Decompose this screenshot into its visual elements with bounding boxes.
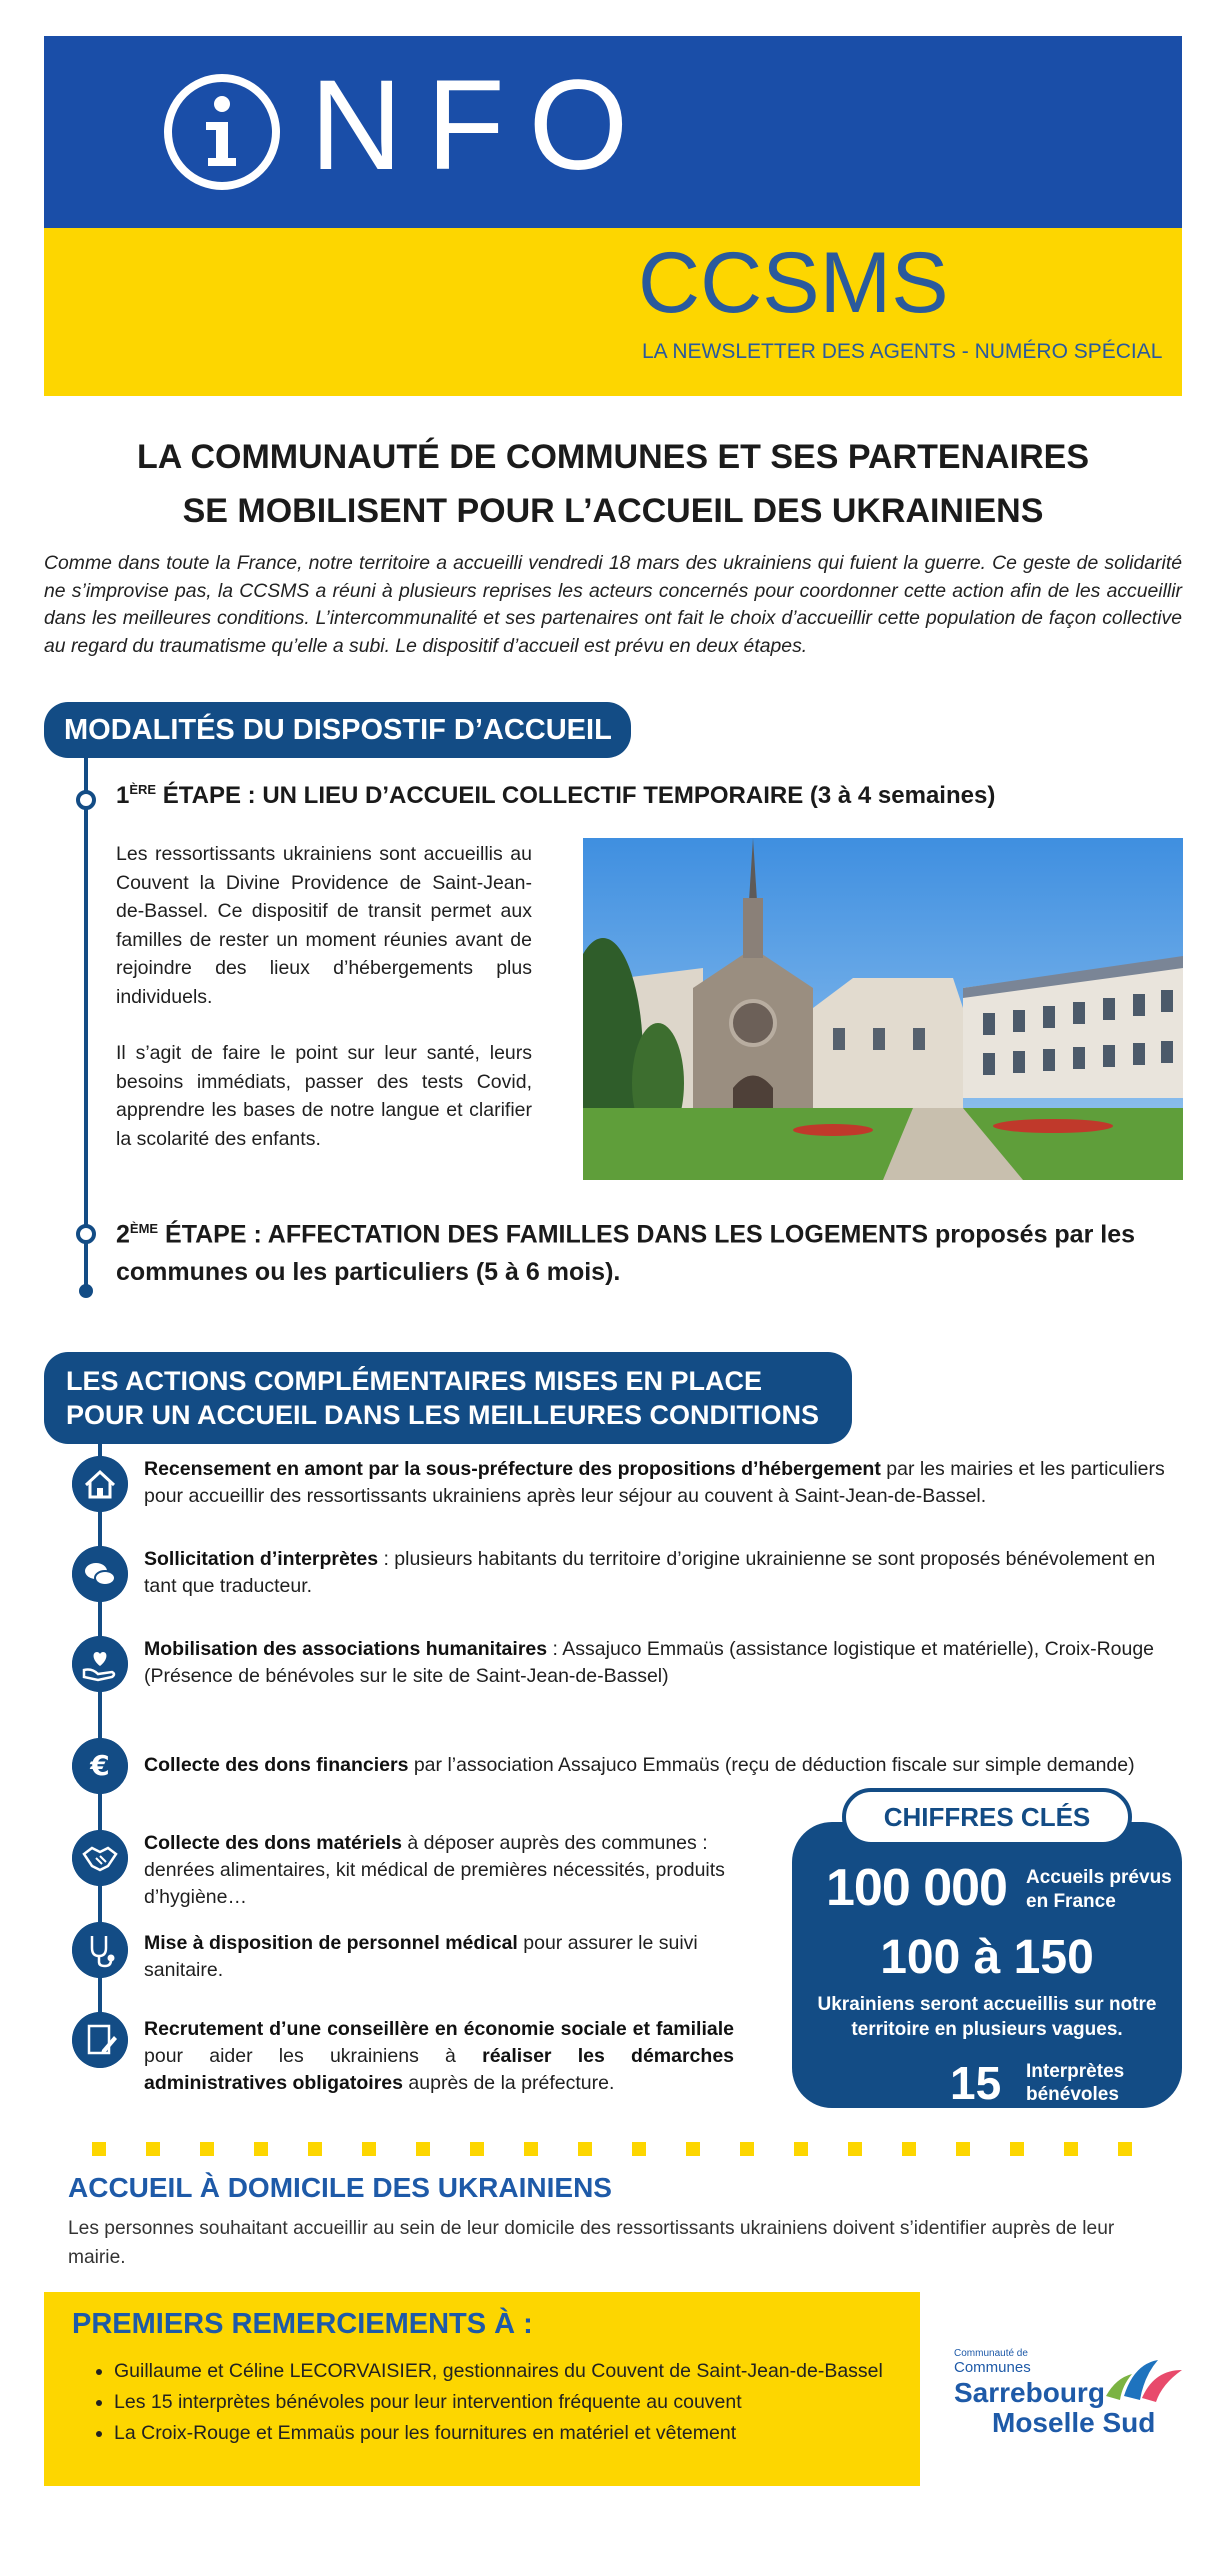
section-modalites-heading: MODALITÉS DU DISPOSTIF D’ACCUEIL (44, 702, 631, 758)
step1-paragraph-2: Il s’agit de faire le point sur leur santé, leurs besoins immédiats, passer des tests Covid, apprendre les bases de notre langue et clarifier la scolarité des enfants. (116, 1042, 532, 1150)
logo-line-3: Sarrebourg (954, 2377, 1105, 2408)
sarrebourg-logo (946, 2340, 1186, 2450)
house-icon (72, 1456, 128, 1512)
action-3-bold: Mobilisation des associations humanitaires (144, 1638, 548, 1660)
figure-15-label-b: bénévoles (1026, 2084, 1119, 2105)
title-line-2: SE MOBILISENT POUR L’ACCUEIL DES UKRAINIENS (182, 492, 1044, 530)
action-1-bold: Recensement en amont par la sous-préfecture des propositions d’hébergement (144, 1458, 881, 1480)
action-7-bold-2: réaliser les démarches administratives obligatoires (144, 2045, 735, 2094)
info-wordmark: NFO (310, 54, 653, 197)
action-item-7 (144, 2016, 734, 2097)
figure-15: 15 (950, 2057, 1002, 2109)
timeline-end-dot (79, 1284, 93, 1298)
handshake-icon (72, 1830, 128, 1886)
step2-ordinal: ÈME (129, 1221, 159, 1236)
header-yellow-band (44, 228, 1182, 396)
figure-100-150-label (792, 1992, 1182, 2042)
step1-body (116, 840, 532, 1181)
heart-hand-icon (72, 1636, 128, 1692)
step1-number: 1 (116, 782, 130, 809)
action-item-2 (144, 1546, 1184, 1600)
figure-100-150-label-b: territoire en plusieurs vagues. (851, 2019, 1123, 2040)
euro-icon (72, 1738, 128, 1794)
action-2-text: : plusieurs habitants du territoire d’origine ukrainienne se sont proposés bénévolement en tant que traducteur. (144, 1548, 1156, 1597)
action-7-text-2: auprès de la préfecture. (403, 2072, 615, 2094)
action-item-4 (144, 1752, 1184, 1779)
figure-100-150-label-a: Ukrainiens seront accueillis sur notre (817, 1994, 1157, 2015)
figure-100000-label-b: en France (1026, 1891, 1116, 1912)
list-item: • La Croix-Rouge et Emmaüs pour les fournitures en matériel et vêtement (114, 2418, 934, 2449)
section-actions-heading (44, 1352, 852, 1444)
action-item-1 (144, 1456, 1184, 1510)
actions-heading-line-1: LES ACTIONS COMPLÉMENTAIRES MISES EN PLACE (66, 1366, 763, 1396)
step2-heading (116, 1210, 1176, 1291)
timeline-line (84, 758, 88, 1288)
timeline-node-step2 (76, 1224, 96, 1244)
intro-paragraph: Comme dans toute la France, notre territoire a accueilli vendredi 18 mars des ukrainiens qui fuient la guerre. Ce geste de solidarité ne s’improvise pas, la CCSMS a réuni à plusieurs reprises les acteurs concernés pour coordonner cette action afin de les accueillir dans les meilleures conditions. L’intercommunalité et ses partenaires ont fait le choix d’accueillir cette population de façon collective au regard du traumatisme qu’elle a subi. Le dispositif d’accueil est prévu en deux étapes. (44, 552, 1182, 657)
figure-100000-label-a: Accueils prévus (1026, 1867, 1172, 1888)
convent-photo (583, 838, 1183, 1180)
step2-title: ÉTAPE : AFFECTATION DES FAMILLES DANS LES LOGEMENTS proposés par les communes ou les particuliers (5 à 6 mois). (116, 1220, 1136, 1287)
logo-line-1: Communauté de (954, 2348, 1028, 2359)
step1-ordinal: ÈRE (129, 782, 157, 797)
logo-line-4: Moselle Sud (992, 2407, 1156, 2438)
figure-15-label (1026, 2060, 1124, 2106)
timeline-node-step1 (76, 790, 96, 810)
key-figures-title: CHIFFRES CLÉS (842, 1788, 1132, 1846)
step2-number: 2 (116, 1220, 130, 1249)
action-item-6 (144, 1930, 734, 1984)
action-5-text: à déposer auprès des communes : denrées alimentaires, kit médical de premières nécessités, produits d’hygiène… (144, 1832, 725, 1908)
svg-text:€: € (90, 1749, 110, 1782)
figure-100000-label (1026, 1866, 1172, 1914)
list-item: • Guillaume et Céline LECORVAISIER, gestionnaires du Couvent de Saint-Jean-de-Bassel (114, 2356, 934, 2387)
chat-icon (72, 1546, 128, 1602)
action-7-text: pour aider les ukrainiens à (144, 2045, 483, 2067)
action-6-bold: Mise à disposition de personnel médical (144, 1932, 518, 1954)
page-title (44, 430, 1182, 538)
step1-paragraph-1: Les ressortissants ukrainiens sont accueillis au Couvent la Divine Providence de Saint-Jean-de-Bassel. Ce dispositif de transit permet aux familles de rester un moment réunies avant de rejoindre des lieux d’hébergements plus individuels. (116, 843, 532, 1008)
step1-title: ÉTAPE : UN LIEU D’ACCUEIL COLLECTIF TEMPORAIRE (3 à 4 semaines) (156, 782, 996, 809)
step1-heading (116, 782, 995, 810)
action-3-text: : Assajuco Emmaüs (assistance logistique et matérielle), Croix-Rouge (Présence de bénévoles sur le site de Saint-Jean-de-Bassel) (144, 1638, 1155, 1687)
action-2-bold: Sollicitation d’interprètes (144, 1548, 379, 1570)
brand-title: CCSMS (638, 235, 949, 331)
actions-heading-line-2: POUR UN ACCUEIL DANS LES MEILLEURES CONDITIONS (66, 1400, 820, 1430)
action-item-5 (144, 1830, 734, 1911)
action-6-text: pour assurer le suivi sanitaire. (144, 1932, 698, 1981)
thanks-list (92, 2356, 934, 2449)
action-4-text: par l’association Assajuco Emmaüs (reçu de déduction fiscale sur simple demande) (408, 1754, 1135, 1776)
figure-100000: 100 000 (826, 1859, 1007, 1917)
thanks-title: PREMIERS REMERCIEMENTS À : (72, 2308, 533, 2340)
action-5-bold: Collecte des dons matériels (144, 1832, 402, 1854)
home-hosting-title: ACCUEIL À DOMICILE DES UKRAINIENS (68, 2172, 612, 2203)
stethoscope-icon (72, 1922, 128, 1978)
figure-100-150: 100 à 150 (880, 1931, 1094, 1984)
document-pen-icon (72, 2012, 128, 2068)
action-1-text: par les mairies et les particuliers pour accueillir des ressortissants ukrainiens après leur séjour au couvent à Saint-Jean-de-Bassel. (144, 1458, 1165, 1507)
info-icon (162, 72, 282, 192)
newsletter-subtitle: LA NEWSLETTER DES AGENTS - NUMÉRO SPÉCIAL (642, 340, 1163, 363)
dotted-separator (92, 2142, 1132, 2156)
action-item-3 (144, 1636, 1184, 1690)
logo-line-2: Communes (954, 2359, 1031, 2376)
figure-15-label-a: Interprètes (1026, 2061, 1125, 2082)
title-line-1: LA COMMUNAUTÉ DE COMMUNES ET SES PARTENAIRES (136, 438, 1090, 476)
list-item: • Les 15 interprètes bénévoles pour leur intervention fréquente au couvent (114, 2387, 934, 2418)
home-hosting-body: Les personnes souhaitant accueillir au sein de leur domicile des ressortissants ukrainiens doivent s’identifier auprès de leur mairie. (68, 2218, 1115, 2268)
action-7-bold: Recrutement d’une conseillère en économie sociale et familiale (144, 2018, 734, 2040)
action-4-bold: Collecte des dons financiers (144, 1754, 409, 1776)
